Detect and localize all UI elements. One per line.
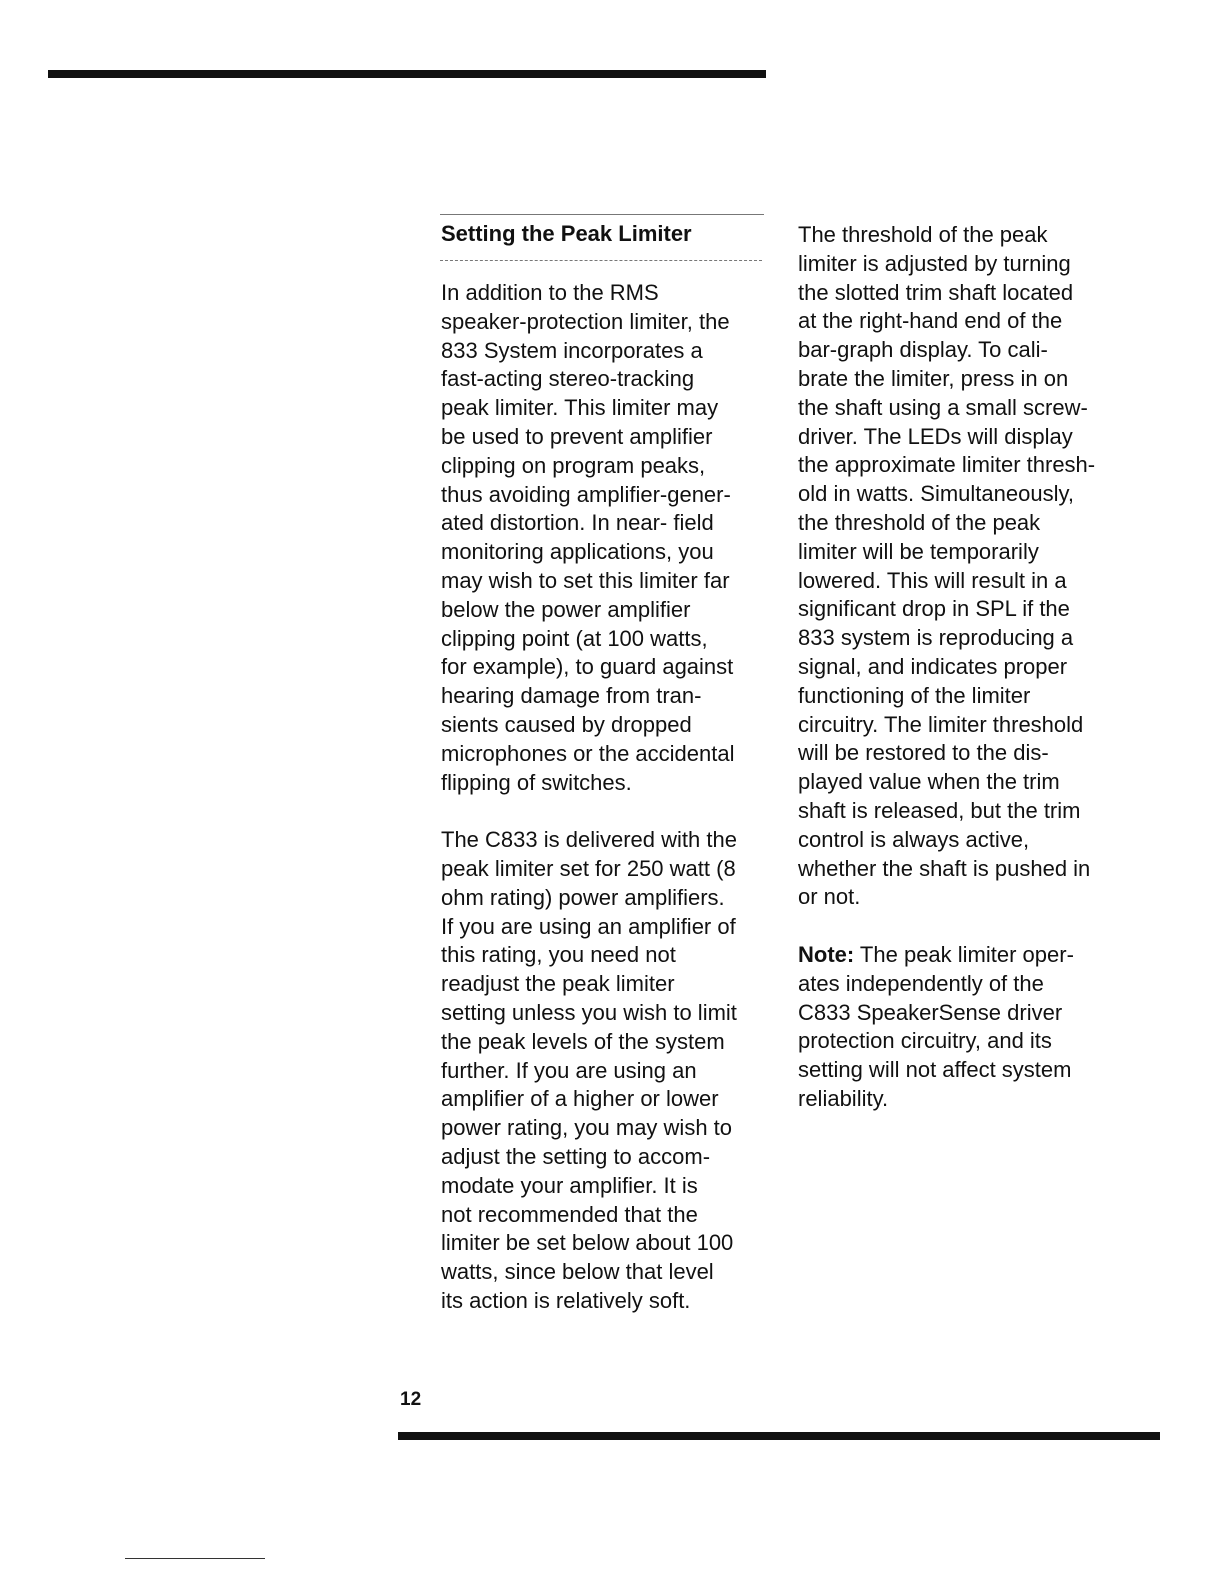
note-text: The peak limiter oper- bbox=[854, 941, 1074, 967]
text-line: the slotted trim shaft located bbox=[798, 279, 1074, 305]
text-line: watts, since below that level bbox=[441, 1259, 714, 1285]
text-line: 833 System incorporates a bbox=[441, 337, 703, 363]
text-line: driver. The LEDs will display bbox=[798, 423, 1073, 449]
text-line: If you are using an amplifier of bbox=[441, 913, 736, 939]
text-line: limiter will be temporarily bbox=[798, 538, 1039, 564]
text-line: peak limiter. This limiter may bbox=[441, 395, 719, 421]
text-line: monitoring applications, you bbox=[441, 539, 714, 565]
text-line: the peak levels of the system bbox=[441, 1028, 725, 1054]
text-line: whether the shaft is pushed in bbox=[798, 855, 1091, 881]
text-line: hearing damage from tran- bbox=[441, 683, 702, 709]
text-line: functioning of the limiter bbox=[798, 682, 1031, 708]
text-line: amplifier of a higher or lower bbox=[441, 1086, 719, 1112]
text-line: speaker-protection limiter, the bbox=[441, 308, 730, 334]
text-line: thus avoiding amplifier-gener- bbox=[441, 481, 731, 507]
text-line: further. If you are using an bbox=[441, 1057, 697, 1083]
paragraph bbox=[441, 279, 737, 797]
text-line bbox=[798, 941, 1095, 970]
text-line: modate your amplifier. It is bbox=[441, 1172, 698, 1198]
text-line: readjust the peak limiter bbox=[441, 971, 675, 997]
text-line: In addition to the RMS bbox=[441, 280, 659, 305]
note-text: reliability. bbox=[798, 1085, 889, 1111]
text-line: the shaft using a small screw- bbox=[798, 394, 1088, 420]
bottom-rule bbox=[398, 1432, 1160, 1440]
text-line: or not. bbox=[798, 884, 861, 910]
text-line: signal, and indicates proper bbox=[798, 653, 1068, 679]
scan-edge-line bbox=[125, 1558, 265, 1559]
text-line: old in watts. Simultaneously, bbox=[798, 481, 1074, 507]
heading-rule-top bbox=[440, 214, 764, 215]
text-line: clipping point (at 100 watts, bbox=[441, 625, 708, 651]
text-line: power rating, you may wish to bbox=[441, 1115, 733, 1141]
text-line: this rating, you need not bbox=[441, 942, 676, 968]
text-line: the threshold of the peak bbox=[798, 509, 1041, 535]
text-line: clipping on program peaks, bbox=[441, 452, 706, 478]
text-line: fast-acting stereo-tracking bbox=[441, 366, 695, 392]
note-paragraph bbox=[798, 941, 1095, 1114]
paragraph bbox=[441, 826, 737, 1316]
text-line: for example), to guard against bbox=[441, 654, 734, 680]
text-line: lowered. This will result in a bbox=[798, 567, 1067, 593]
text-line: below the power amplifier bbox=[441, 596, 691, 622]
text-line: its action is relatively soft. bbox=[441, 1287, 691, 1313]
text-line: brate the limiter, press in on bbox=[798, 365, 1069, 391]
text-line: setting unless you wish to limit bbox=[441, 999, 737, 1025]
text-line: played value when the trim bbox=[798, 769, 1060, 795]
note-text: ates independently of the bbox=[798, 970, 1044, 996]
text-line: circuitry. The limiter threshold bbox=[798, 711, 1084, 737]
right-column bbox=[798, 221, 1095, 1114]
paragraph bbox=[798, 221, 1095, 912]
text-line bbox=[798, 999, 1095, 1028]
text-line: not recommended that the bbox=[441, 1201, 698, 1227]
text-line: 833 system is reproducing a bbox=[798, 625, 1074, 651]
text-line: limiter is adjusted by turning bbox=[798, 250, 1071, 276]
page-number: 12 bbox=[400, 1389, 422, 1410]
section-heading: Setting the Peak Limiter bbox=[441, 221, 692, 246]
note-text: C833 SpeakerSense driver bbox=[798, 999, 1063, 1025]
text-line: peak limiter set for 250 watt (8 bbox=[441, 855, 736, 881]
left-column bbox=[441, 279, 737, 1344]
note-text: setting will not affect system bbox=[798, 1057, 1072, 1083]
note-text: protection circuitry, and its bbox=[798, 1028, 1052, 1054]
text-line: limiter be set below about 100 bbox=[441, 1230, 734, 1256]
text-line: The threshold of the peak bbox=[798, 222, 1048, 247]
note-label: Note: bbox=[798, 941, 855, 967]
text-line: bar-graph display. To cali- bbox=[798, 337, 1048, 363]
text-line: The C833 is delivered with the bbox=[441, 827, 737, 853]
text-line: shaft is released, but the trim bbox=[798, 797, 1081, 823]
text-line bbox=[798, 970, 1095, 999]
heading-rule-bottom bbox=[440, 260, 762, 261]
text-line: control is always active, bbox=[798, 826, 1030, 852]
text-line: significant drop in SPL if the bbox=[798, 596, 1070, 622]
text-line: microphones or the accidental bbox=[441, 740, 735, 766]
top-rule bbox=[48, 70, 766, 78]
text-line: flipping of switches. bbox=[441, 769, 632, 795]
text-line: ohm rating) power amplifiers. bbox=[441, 884, 725, 910]
text-line bbox=[798, 1056, 1095, 1085]
text-line: the approximate limiter thresh- bbox=[798, 452, 1096, 478]
text-line: will be restored to the dis- bbox=[798, 740, 1049, 766]
text-line bbox=[798, 1027, 1095, 1056]
text-line: adjust the setting to accom- bbox=[441, 1143, 711, 1169]
text-line bbox=[798, 1085, 1095, 1114]
text-line: ated distortion. In near- field bbox=[441, 510, 714, 536]
text-line: be used to prevent amplifier bbox=[441, 423, 713, 449]
text-line: sients caused by dropped bbox=[441, 711, 692, 737]
text-line: may wish to set this limiter far bbox=[441, 567, 730, 593]
text-line: at the right-hand end of the bbox=[798, 308, 1063, 334]
